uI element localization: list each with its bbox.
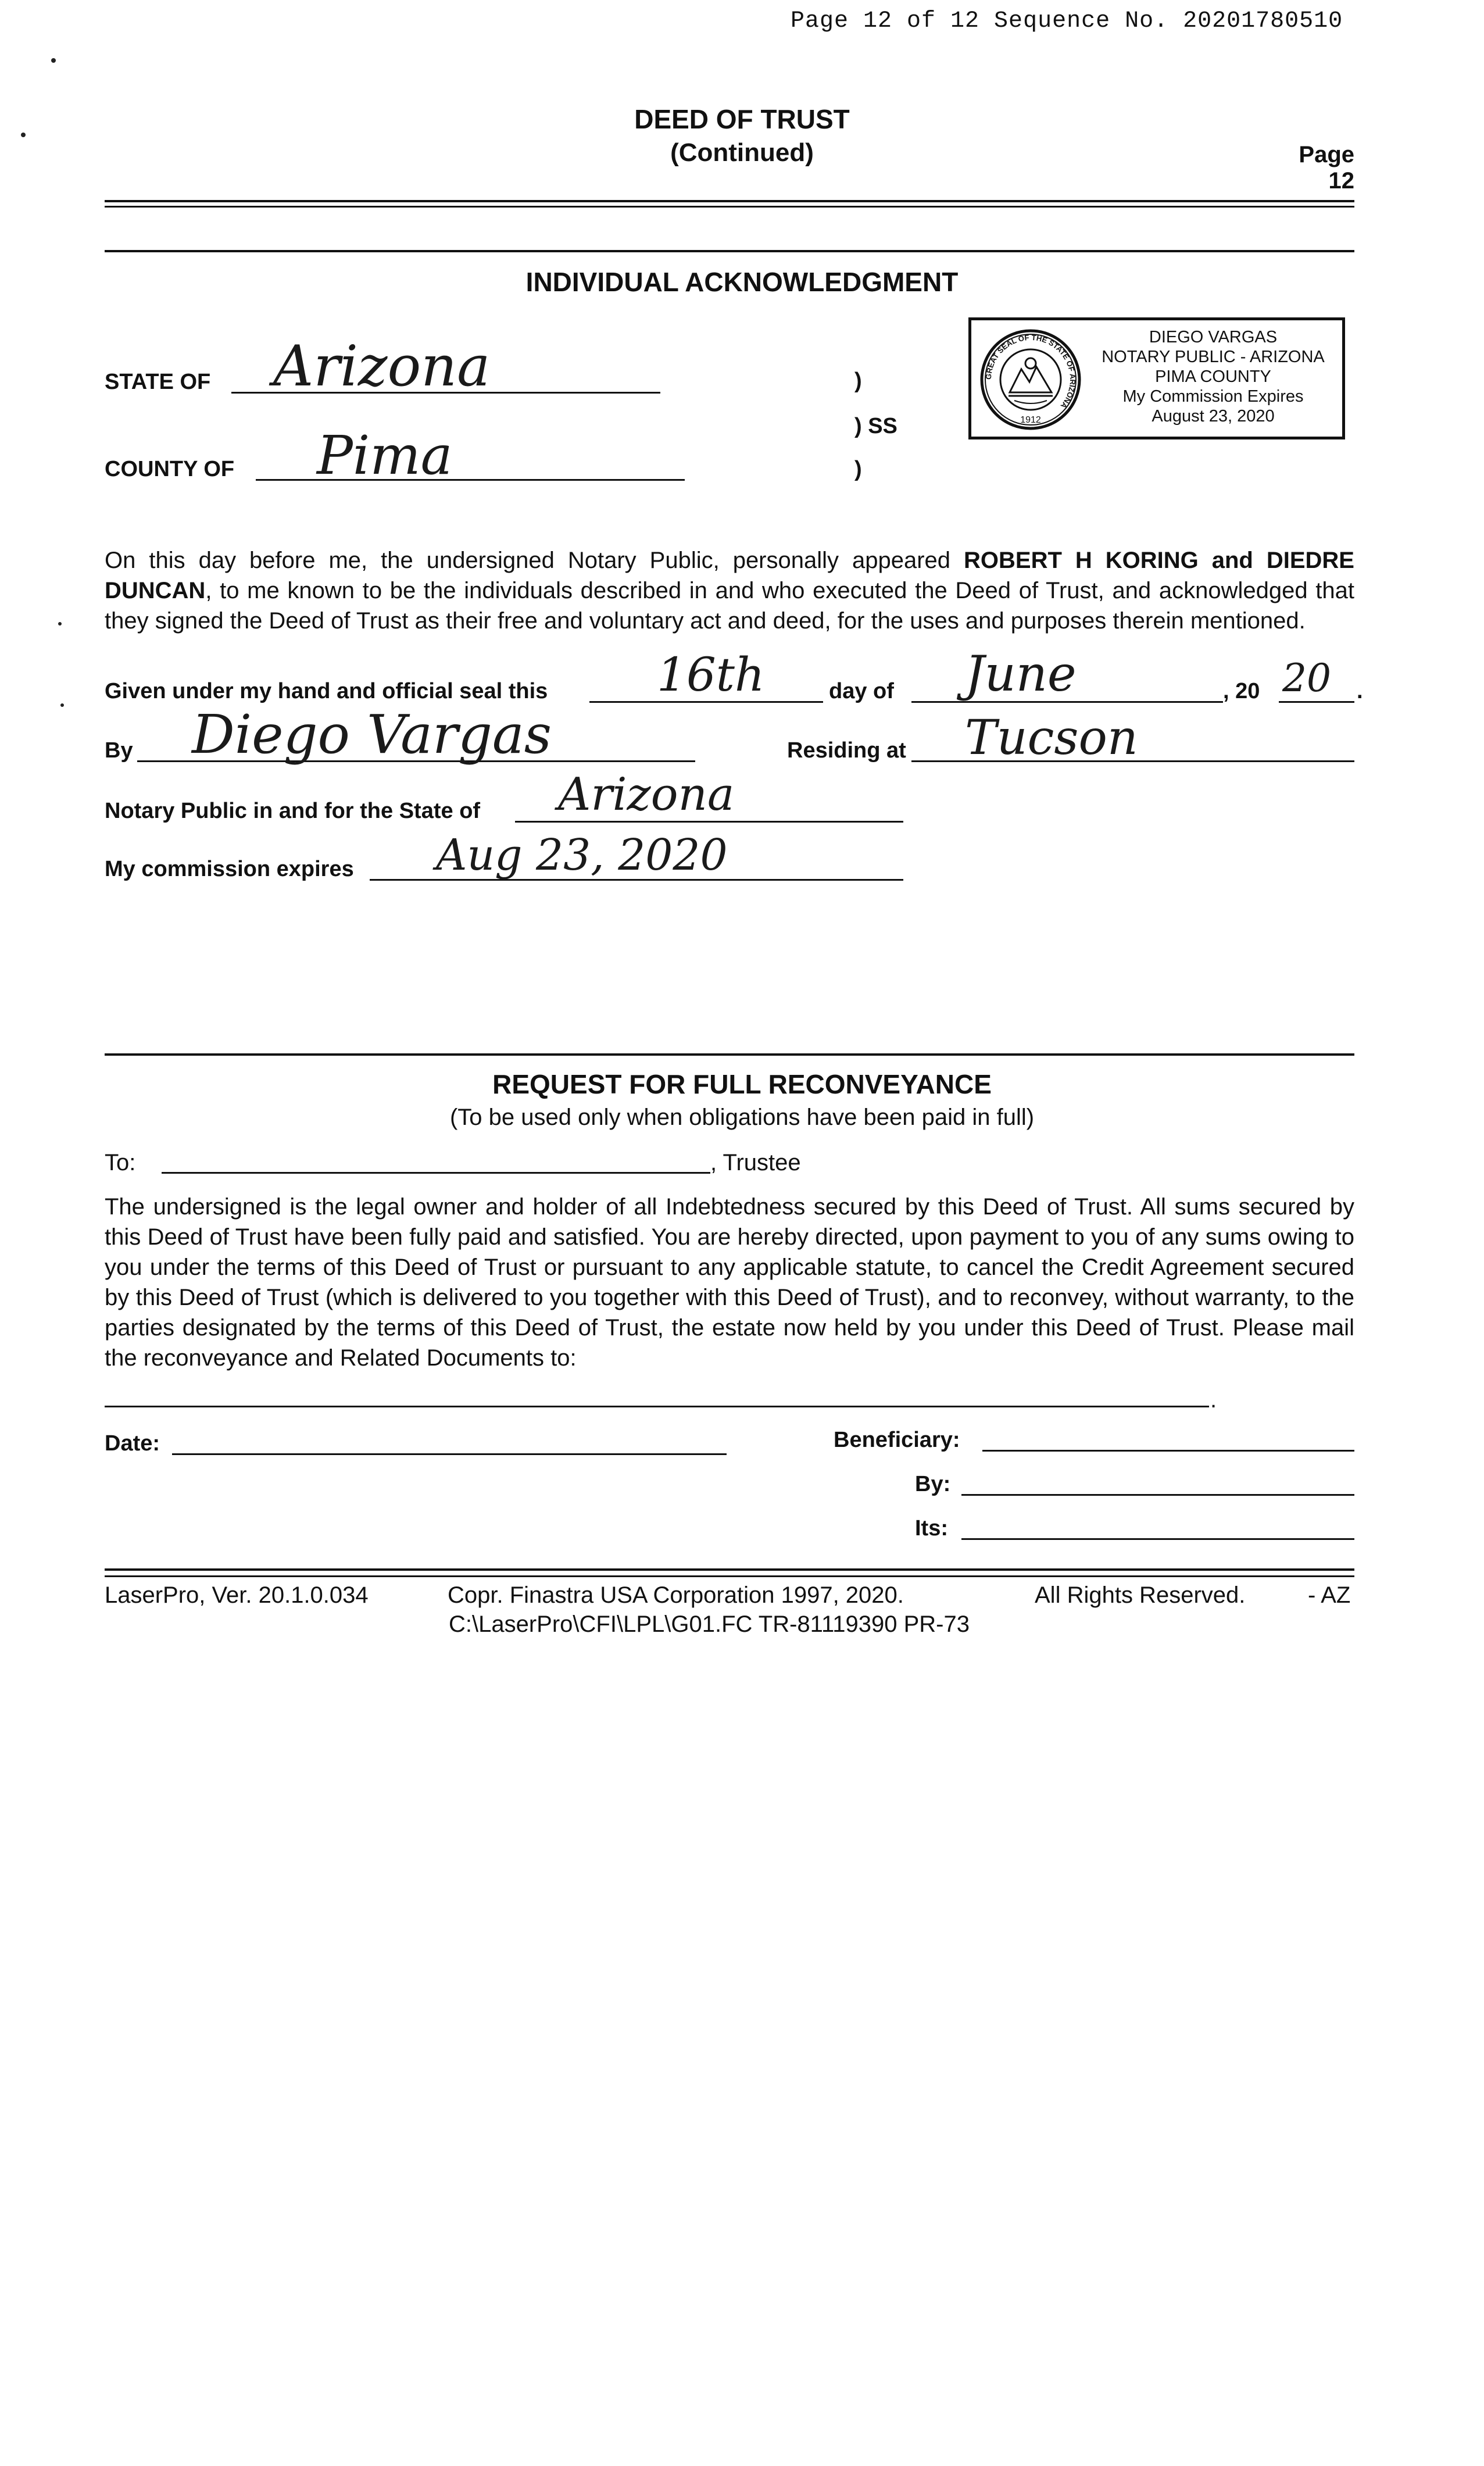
reconveyance-paragraph: The undersigned is the legal owner and holder of all Indebtedness secured by this Deed of Trust. All sums secured by this Deed of Trust have been fully paid and satisfied. You are hereby directed, upon payment to you of any sums owing to you under the terms of this Deed of Trust or pursuant to any applicable statute, to cancel the Credit Agreement secured by this Deed of Trust (which is delivered to you together with this Deed of Trust), and to reconvey, without warranty, to the parties designated by the terms of this Deed of Trust, the estate now held by you under this Deed of Trust. Please mail the reconveyance and Related Documents to: (105, 1194, 1354, 1371)
rc-by-label: By: (915, 1472, 951, 1496)
by-label: By (105, 738, 133, 763)
date-line (172, 1453, 727, 1455)
residing-label: Residing at (787, 738, 906, 763)
paren: ) (854, 369, 862, 393)
scan-speck (60, 703, 64, 707)
paren: ) (854, 457, 862, 481)
seal-year: 1912 (1020, 415, 1041, 425)
footer-software: LaserPro, Ver. 20.1.0.034 (105, 1582, 369, 1608)
trustee-label: , Trustee (710, 1150, 801, 1175)
beneficiary-line (982, 1450, 1354, 1452)
footer-path: C:\LaserPro\CFI\LPL\G01.FC TR-81119390 PR-73 (449, 1611, 970, 1637)
state-seal-icon (979, 328, 1082, 431)
notary-stamp (968, 317, 1345, 439)
state-label: STATE OF (105, 370, 211, 394)
notary-state-value: Arizona (558, 769, 735, 821)
county-label: COUNTY OF (105, 457, 235, 481)
its-label: Its: (915, 1516, 948, 1541)
rc-by-line (961, 1494, 1354, 1496)
paren-ss: ) SS (854, 414, 897, 438)
acknowledgment-heading: INDIVIDUAL ACKNOWLEDGMENT (525, 267, 959, 297)
year-prefix: , 20 (1223, 679, 1260, 703)
seal-text: GREAT SEAL OF THE STATE OF ARIZONA (984, 333, 1078, 410)
county-value: Pima (317, 424, 453, 487)
parties-names: ROBERT H KORING and DIEDRE DUNCAN (105, 548, 1354, 603)
reconveyance-heading: REQUEST FOR FULL RECONVEYANCE (492, 1069, 992, 1099)
mail-to-line (105, 1406, 1209, 1407)
divider (105, 1568, 1354, 1571)
scan-speck (58, 622, 62, 626)
to-label: To: (105, 1150, 136, 1175)
given-month-value: June (965, 645, 1077, 702)
to-line (162, 1172, 710, 1174)
reconveyance-subheading: (To be used only when obligations have been paid in full) (449, 1105, 1035, 1130)
acknowledgment-paragraph (105, 545, 1354, 636)
beneficiary-label: Beneficiary: (834, 1428, 960, 1452)
page-label: Page 12 (1299, 142, 1354, 194)
state-value: Arizona (273, 334, 491, 399)
footer-state: - AZ (1308, 1582, 1351, 1608)
date-label: Date: (105, 1431, 160, 1456)
period: . (1357, 679, 1363, 703)
day-of-label: day of (829, 679, 894, 703)
year-line (1279, 701, 1354, 703)
footer-copyright: Copr. Finastra USA Corporation 1997, 2020. (448, 1582, 904, 1608)
stamp-date: August 23, 2020 (1152, 407, 1275, 426)
paragraph-rest: , to me known to be the individuals described in and who executed the Deed of Trust, and acknowledged that they signed the Deed of Trust as their free and voluntary act and deed, for the uses and purposes therein mentioned. (105, 578, 1354, 634)
notary-state-label: Notary Public in and for the State of (105, 799, 481, 823)
expires-label: My commission expires (105, 857, 354, 881)
mail-period: . (1210, 1387, 1217, 1413)
scan-speck (51, 58, 56, 63)
stamp-name: DIEGO VARGAS (1149, 328, 1278, 346)
divider (105, 1575, 1354, 1577)
divider (105, 200, 1354, 202)
divider (105, 250, 1354, 252)
by-value: Diego Vargas (192, 703, 552, 766)
divider (105, 1053, 1354, 1056)
notary-state-line (515, 821, 903, 823)
stamp-county: PIMA COUNTY (1155, 367, 1271, 386)
document-title: DEED OF TRUST (634, 104, 850, 134)
divider (105, 206, 1354, 208)
stamp-commission: My Commission Expires (1122, 387, 1304, 406)
given-label: Given under my hand and official seal this (105, 679, 548, 703)
document-subtitle: (Continued) (670, 138, 814, 167)
given-day-value: 16th (657, 648, 765, 702)
sequence-header: Page 12 of 12 Sequence No. 20201780510 (791, 8, 1343, 34)
its-line (961, 1538, 1354, 1540)
stamp-title: NOTARY PUBLIC - ARIZONA (1102, 348, 1325, 366)
expires-value: Aug 23, 2020 (436, 830, 728, 880)
residing-value: Tucson (965, 710, 1138, 766)
year-value: 20 (1282, 656, 1331, 701)
footer-rights: All Rights Reserved. (1035, 1582, 1246, 1608)
paragraph-intro: On this day before me, the undersigned Notary Public, personally appeared (105, 548, 964, 573)
